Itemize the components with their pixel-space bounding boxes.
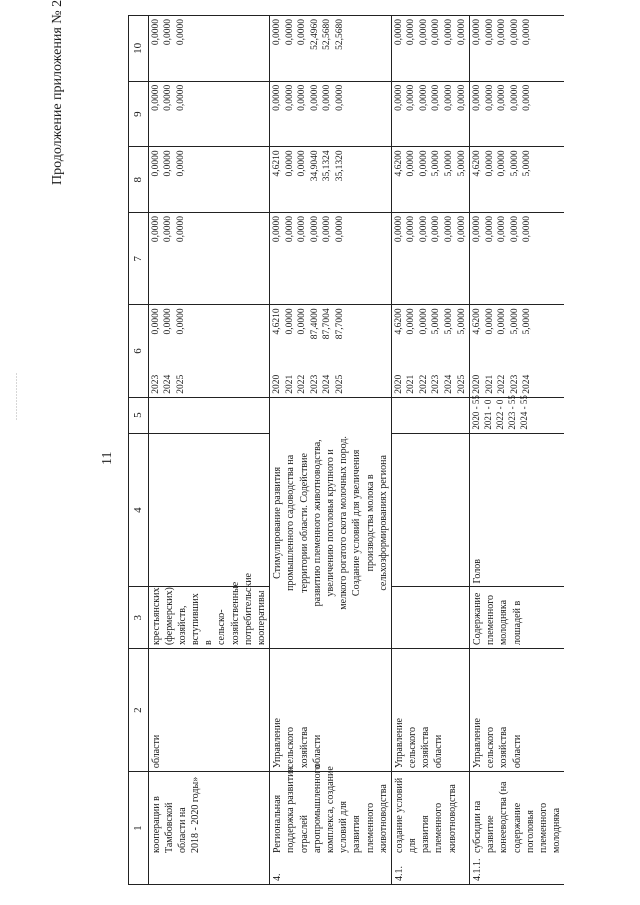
total-amount-value: 0,0000 bbox=[497, 308, 508, 335]
total-amount-value: 5,0000 bbox=[509, 308, 520, 335]
total-amount-value: 0,0000 bbox=[175, 308, 186, 335]
c10-amount-value: 0,0000 bbox=[484, 19, 495, 46]
year-value: 2023 bbox=[509, 374, 520, 394]
c9-amount-cell bbox=[270, 81, 392, 147]
table-row bbox=[470, 16, 565, 885]
c9-amount-value: 0,0000 bbox=[406, 84, 417, 111]
executor-line: области bbox=[311, 734, 323, 769]
year-value: 2020 bbox=[272, 374, 283, 394]
total-amount-value: 5,0000 bbox=[522, 308, 533, 335]
target-line: 2023 - 55 bbox=[506, 395, 517, 430]
indicator-line: мелкого рогатого скота молочных пород. bbox=[338, 436, 350, 610]
row-name-line: Тамбовской области на bbox=[163, 802, 188, 853]
c8-amount-value: 0,0000 bbox=[150, 150, 161, 177]
unit-cell bbox=[470, 433, 565, 587]
row-number: 4. bbox=[272, 873, 284, 881]
c9-amount-value: 0,0000 bbox=[297, 84, 308, 111]
year-value: 2023 bbox=[431, 374, 442, 394]
c10-amount-value: 0,0000 bbox=[163, 19, 174, 46]
c10-amount-value: 0,0000 bbox=[418, 19, 429, 46]
total-amount-value: 0,0000 bbox=[150, 308, 161, 335]
c9-amount-cell bbox=[391, 81, 469, 147]
target-cell bbox=[148, 397, 270, 433]
c9-amount-value: 0,0000 bbox=[484, 84, 495, 111]
row-name-line: содержание поголовья bbox=[511, 802, 536, 853]
c9-amount-value: 0,0000 bbox=[272, 84, 283, 111]
total-amount-value: 4,6210 bbox=[272, 308, 283, 335]
indicator-line: племенного bbox=[485, 594, 497, 646]
table-row bbox=[391, 16, 469, 885]
year-value: 2022 bbox=[418, 374, 429, 394]
c7-amount-value: 0,0000 bbox=[509, 216, 520, 243]
appendix-title: Продолжение приложения № 2 bbox=[50, 0, 65, 185]
c10-amount-value: 0,0000 bbox=[297, 19, 308, 46]
c7-amount-value: 0,0000 bbox=[322, 216, 333, 243]
c8-amount-cell bbox=[391, 147, 469, 213]
indicator-line: вступивших в bbox=[190, 593, 215, 646]
program-table bbox=[128, 15, 564, 885]
c10-amount-value: 0,0000 bbox=[272, 19, 283, 46]
year-value: 2024 bbox=[322, 374, 333, 394]
total-amount-value: 4,6200 bbox=[393, 308, 404, 335]
indicator-line: развитию племенного животноводства, bbox=[311, 439, 323, 607]
c8-amount-cell bbox=[470, 147, 565, 213]
indicator-cell bbox=[148, 573, 270, 649]
row-number bbox=[150, 853, 203, 881]
indicator-line: производства молока в bbox=[364, 474, 376, 572]
c10-amount-value: 0,0000 bbox=[431, 19, 442, 46]
header-cell-8: 8 bbox=[129, 147, 149, 213]
year-value: 2020 bbox=[393, 374, 404, 394]
total-amount-value: 5,0000 bbox=[456, 308, 467, 335]
c7-amount-value: 0,0000 bbox=[522, 216, 533, 243]
c10-amount-value: 52,5680 bbox=[334, 19, 345, 50]
c10-amount-value: 0,0000 bbox=[175, 19, 186, 46]
header-cell-7: 7 bbox=[129, 213, 149, 305]
executor-line: хозяйства bbox=[420, 726, 432, 769]
year-value: 2024 bbox=[163, 374, 174, 394]
total-amount-value: 0,0000 bbox=[484, 308, 495, 335]
c7-amount-value: 0,0000 bbox=[284, 216, 295, 243]
year-value: 2020 bbox=[472, 374, 483, 394]
c9-amount-cell bbox=[470, 81, 565, 147]
row-name-line: животноводства bbox=[446, 784, 458, 853]
c9-amount-value: 0,0000 bbox=[509, 84, 520, 111]
row-name-line: 2018 - 2020 годы» bbox=[190, 776, 202, 853]
row-title-cell bbox=[270, 764, 392, 885]
executor-line: Управление bbox=[272, 718, 284, 769]
c7-amount-value: 0,0000 bbox=[309, 216, 320, 243]
indicator-line: Стимулирование развития bbox=[272, 466, 284, 579]
c10-amount-value: 0,0000 bbox=[393, 19, 404, 46]
executor-line: хозяйства bbox=[298, 726, 310, 769]
c10-amount-value: 0,0000 bbox=[497, 19, 508, 46]
indicator-line: промышленного садоводства на bbox=[285, 454, 297, 591]
row-name-line: поддержка развития bbox=[285, 766, 297, 853]
total-amount-value: 0,0000 bbox=[406, 308, 417, 335]
year-value: 2022 bbox=[297, 374, 308, 394]
c8-amount-cell bbox=[270, 147, 392, 213]
year-value: 2024 bbox=[522, 374, 533, 394]
table-header-row bbox=[129, 16, 149, 885]
c7-amount-value: 0,0000 bbox=[163, 216, 174, 243]
c7-amount-value: 0,0000 bbox=[334, 216, 345, 243]
row-name-line: племенного bbox=[364, 802, 376, 853]
row-name-line: племенного молодняка bbox=[538, 802, 563, 853]
total-amount-value: 87,7004 bbox=[322, 308, 333, 340]
indicator-line: увеличению поголовья крупного и bbox=[324, 449, 336, 597]
c7-amount-value: 0,0000 bbox=[431, 216, 442, 243]
header-cell-5: 5 bbox=[129, 397, 149, 433]
year-amount-cell bbox=[270, 305, 392, 397]
c9-amount-cell bbox=[148, 81, 270, 147]
c10-amount-value: 52,5680 bbox=[322, 19, 333, 50]
executor-line: сельского bbox=[285, 726, 297, 769]
c10-amount-value: 0,0000 bbox=[522, 19, 533, 46]
c9-amount-value: 0,0000 bbox=[334, 84, 345, 111]
row-name-line: кооперации в bbox=[150, 796, 162, 853]
c8-amount-value: 5,0000 bbox=[509, 150, 520, 177]
year-value: 2025 bbox=[175, 374, 186, 394]
c7-amount-value: 0,0000 bbox=[418, 216, 429, 243]
row-name-line: Региональная bbox=[272, 794, 284, 853]
executor-line: области bbox=[150, 734, 162, 769]
c8-amount-value: 0,0000 bbox=[418, 150, 429, 177]
c8-amount-value: 5,0000 bbox=[522, 150, 533, 177]
year-value: 2025 bbox=[334, 374, 345, 394]
c10-amount-cell bbox=[391, 16, 469, 82]
total-amount-value: 0,0000 bbox=[163, 308, 174, 335]
c7-amount-cell bbox=[391, 213, 469, 305]
c10-amount-value: 0,0000 bbox=[456, 19, 467, 46]
total-amount-value: 4,6200 bbox=[472, 308, 483, 335]
c8-amount-value: 4,6200 bbox=[393, 150, 404, 177]
indicator-line: хозяйств, bbox=[176, 605, 188, 646]
c9-amount-value: 0,0000 bbox=[522, 84, 533, 111]
c8-amount-value: 35,1320 bbox=[334, 150, 345, 182]
indicator-line: хозяйственные bbox=[229, 581, 241, 646]
c9-amount-value: 0,0000 bbox=[322, 84, 333, 111]
c8-amount-value: 35,1324 bbox=[322, 150, 333, 182]
year-value: 2021 bbox=[484, 374, 495, 394]
c10-amount-cell bbox=[270, 16, 392, 82]
year-value: 2023 bbox=[150, 374, 161, 394]
total-amount-value: 0,0000 bbox=[284, 308, 295, 335]
c10-amount-value: 0,0000 bbox=[444, 19, 455, 46]
year-amount-cell bbox=[391, 305, 469, 397]
indicator-cell bbox=[270, 397, 392, 648]
indicator-cell bbox=[470, 587, 565, 649]
indicator-cell bbox=[391, 587, 469, 649]
unit-line: Голов bbox=[472, 559, 484, 584]
c8-amount-value: 0,0000 bbox=[284, 150, 295, 177]
row-title-cell bbox=[470, 772, 565, 885]
c10-amount-value: 52,4960 bbox=[309, 19, 320, 50]
row-number: 4.1.1. bbox=[472, 858, 484, 881]
c8-amount-value: 5,0000 bbox=[456, 150, 467, 177]
c8-amount-value: 0,0000 bbox=[406, 150, 417, 177]
c10-amount-value: 0,0000 bbox=[472, 19, 483, 46]
c7-amount-value: 0,0000 bbox=[456, 216, 467, 243]
row-name-line: животноводства bbox=[377, 784, 389, 853]
executor-line: области bbox=[433, 734, 445, 769]
executor-cell bbox=[391, 649, 469, 772]
year-value: 2024 bbox=[444, 374, 455, 394]
target-line: 2024 - 55 bbox=[518, 395, 529, 430]
c7-amount-value: 0,0000 bbox=[297, 216, 308, 243]
header-cell-6: 6 bbox=[129, 305, 149, 397]
executor-cell bbox=[470, 649, 565, 772]
c8-amount-value: 0,0000 bbox=[175, 150, 186, 177]
c8-amount-value: 0,0000 bbox=[163, 150, 174, 177]
executor-line: области bbox=[511, 734, 523, 769]
year-value: 2021 bbox=[284, 374, 295, 394]
executor-line: Управление bbox=[472, 718, 484, 769]
c7-amount-value: 0,0000 bbox=[393, 216, 404, 243]
year-amount-cell bbox=[148, 305, 270, 397]
c9-amount-value: 0,0000 bbox=[163, 84, 174, 111]
row-number: 4.1. bbox=[393, 866, 405, 881]
c7-amount-value: 0,0000 bbox=[150, 216, 161, 243]
header-cell-10: 10 bbox=[129, 16, 149, 82]
c7-amount-cell bbox=[148, 213, 270, 305]
c10-amount-value: 0,0000 bbox=[509, 19, 520, 46]
header-cell-4: 4 bbox=[129, 433, 149, 587]
total-amount-value: 87,4000 bbox=[309, 308, 320, 340]
target-cell bbox=[391, 397, 469, 433]
c7-amount-value: 0,0000 bbox=[444, 216, 455, 243]
total-amount-value: 87,7000 bbox=[334, 308, 345, 340]
row-name-line: развития племенного bbox=[420, 802, 445, 853]
table-row bbox=[270, 16, 392, 885]
total-amount-value: 5,0000 bbox=[444, 308, 455, 335]
c9-amount-value: 0,0000 bbox=[150, 84, 161, 111]
executor-line: сельского bbox=[485, 726, 497, 769]
c9-amount-value: 0,0000 bbox=[497, 84, 508, 111]
row-name-line: условий для развития bbox=[338, 800, 363, 853]
total-amount-value: 0,0000 bbox=[297, 308, 308, 335]
c8-amount-value: 4,6210 bbox=[272, 150, 283, 177]
c7-amount-value: 0,0000 bbox=[497, 216, 508, 243]
indicator-line: территории области. Содействие bbox=[298, 453, 310, 593]
c7-amount-cell bbox=[470, 213, 565, 305]
indicator-line: Создание условий для увеличения bbox=[351, 449, 363, 597]
header-cell-2: 2 bbox=[129, 649, 149, 772]
table-row bbox=[148, 16, 270, 885]
target-line: 2022 - 0 bbox=[494, 399, 505, 430]
indicator-line: кооперативы bbox=[256, 590, 268, 646]
row-title-cell bbox=[148, 772, 270, 885]
year-value: 2022 bbox=[497, 374, 508, 394]
c10-amount-value: 0,0000 bbox=[150, 19, 161, 46]
unit-cell bbox=[391, 433, 469, 587]
c9-amount-value: 0,0000 bbox=[444, 84, 455, 111]
page-number: 11 bbox=[100, 451, 115, 465]
executor-line: сельского bbox=[407, 726, 419, 769]
unit-cell bbox=[148, 433, 270, 587]
c7-amount-value: 0,0000 bbox=[472, 216, 483, 243]
header-cell-9: 9 bbox=[129, 81, 149, 147]
c10-amount-value: 0,0000 bbox=[406, 19, 417, 46]
c8-amount-cell bbox=[148, 147, 270, 213]
indicator-line: (фермерских) bbox=[163, 587, 175, 646]
target-line: 2020 - 55 bbox=[471, 395, 482, 430]
target-cell bbox=[470, 397, 565, 433]
indicator-line: потребительские bbox=[242, 573, 254, 646]
header-cell-3: 3 bbox=[129, 587, 149, 649]
row-name-line: отраслей bbox=[298, 814, 310, 853]
c9-amount-value: 0,0000 bbox=[431, 84, 442, 111]
indicator-line: крестьянских bbox=[150, 587, 162, 646]
year-amount-cell bbox=[470, 305, 565, 397]
c9-amount-value: 0,0000 bbox=[472, 84, 483, 111]
c7-amount-value: 0,0000 bbox=[406, 216, 417, 243]
row-name-line: создание условий для bbox=[393, 777, 419, 853]
executor-line: Управление bbox=[393, 718, 405, 769]
c8-amount-value: 4,6200 bbox=[472, 150, 483, 177]
c9-amount-value: 0,0000 bbox=[456, 84, 467, 111]
c8-amount-value: 5,0000 bbox=[444, 150, 455, 177]
c9-amount-value: 0,0000 bbox=[418, 84, 429, 111]
c7-amount-value: 0,0000 bbox=[175, 216, 186, 243]
row-name-line: комплекса, создание bbox=[324, 766, 336, 853]
c8-amount-value: 0,0000 bbox=[484, 150, 495, 177]
row-title-cell bbox=[391, 772, 469, 885]
row-name-line: агропромышленного bbox=[311, 764, 323, 853]
c8-amount-value: 0,0000 bbox=[497, 150, 508, 177]
c9-amount-value: 0,0000 bbox=[393, 84, 404, 111]
c7-amount-value: 0,0000 bbox=[484, 216, 495, 243]
total-amount-value: 5,0000 bbox=[431, 308, 442, 335]
c7-amount-value: 0,0000 bbox=[272, 216, 283, 243]
executor-line: хозяйства bbox=[498, 726, 510, 769]
c8-amount-value: 34,9040 bbox=[309, 150, 320, 182]
c7-amount-cell bbox=[270, 213, 392, 305]
indicator-line: молодняка bbox=[498, 599, 510, 646]
c9-amount-value: 0,0000 bbox=[175, 84, 186, 111]
header-cell-1: 1 bbox=[129, 772, 149, 885]
year-value: 2021 bbox=[406, 374, 417, 394]
indicator-line: Содержание bbox=[472, 592, 484, 646]
total-amount-value: 0,0000 bbox=[418, 308, 429, 335]
indicator-line: сельхозформированиях региона bbox=[377, 455, 389, 591]
executor-cell bbox=[270, 649, 392, 772]
row-name-line: субсидии на развитие bbox=[472, 800, 497, 853]
year-value: 2025 bbox=[456, 374, 467, 394]
c8-amount-value: 0,0000 bbox=[297, 150, 308, 177]
faint-header-text: ................ bbox=[10, 372, 19, 420]
c8-amount-value: 5,0000 bbox=[431, 150, 442, 177]
indicator-line: лошадей в bbox=[511, 600, 523, 646]
target-line: 2021 - 0 bbox=[482, 399, 493, 430]
c10-amount-cell bbox=[148, 16, 270, 82]
executor-cell bbox=[148, 649, 270, 772]
year-value: 2023 bbox=[309, 374, 320, 394]
indicator-line: сельско- bbox=[216, 609, 228, 646]
c9-amount-value: 0,0000 bbox=[309, 84, 320, 111]
c9-amount-value: 0,0000 bbox=[284, 84, 295, 111]
c10-amount-cell bbox=[470, 16, 565, 82]
row-name-line: конееводства (на bbox=[498, 781, 510, 853]
c10-amount-value: 0,0000 bbox=[284, 19, 295, 46]
